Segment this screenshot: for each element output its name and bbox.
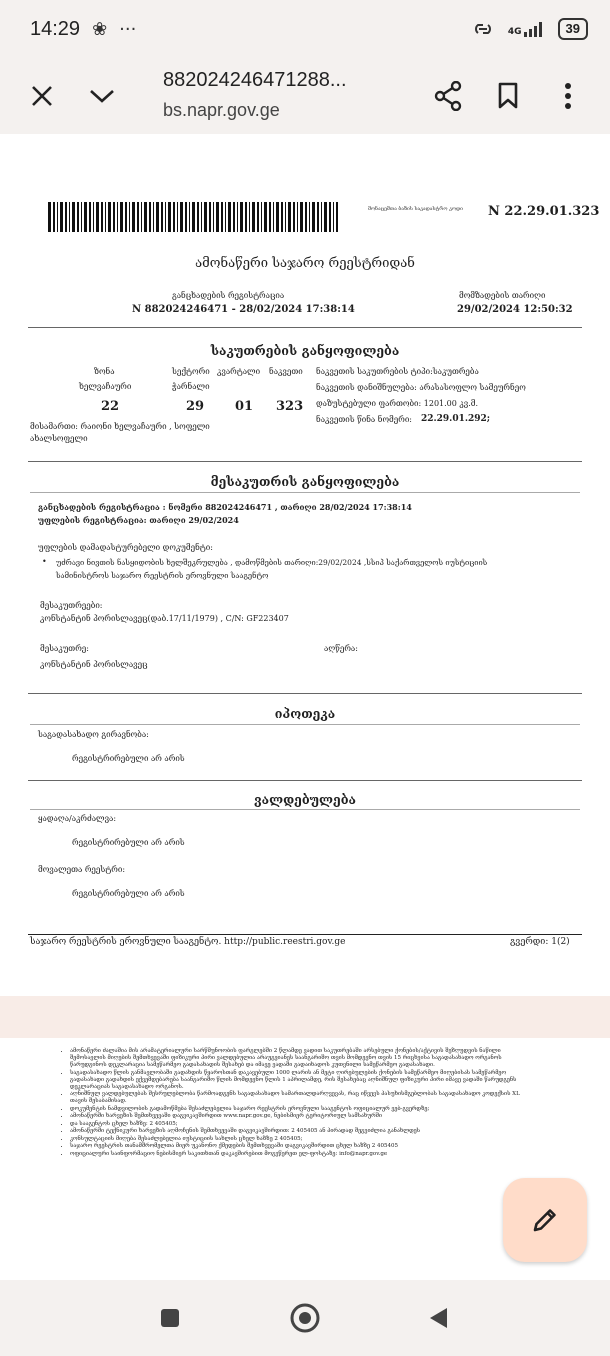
- signal-indicator: [508, 21, 546, 37]
- recents-button[interactable]: [150, 1298, 190, 1338]
- footer-page-number: გვერდი: 1(2): [510, 937, 570, 947]
- more-vert-icon: [564, 82, 572, 110]
- divider: [28, 934, 582, 935]
- note-item: • ამონაწერში ტექნიკური ხარვეზის აღმოჩენის შემთხვევაში დაგვიკავშირდით: 2 405405 ან პირადად შეგვიძლია განახლდეს: [70, 1128, 532, 1135]
- back-button[interactable]: [418, 1298, 458, 1338]
- more-notifications-icon: ···: [119, 18, 137, 40]
- seizure-label: ყადაღა/აკრძალვა:: [38, 814, 117, 823]
- prep-date-label: მომზადების თარიღი: [459, 291, 546, 300]
- share-button[interactable]: [428, 76, 468, 116]
- owner-section-title: მესაკუთრის განყოფილება: [210, 474, 400, 489]
- description-label: აღწერა:: [324, 644, 358, 653]
- document-page-1: [0, 134, 610, 994]
- note-item: • და სააგენტოს ცხელ ხაზზე: 2 405405;: [70, 1121, 532, 1128]
- address-line-1: მისამართი: რაიონი ხელვაჩაური , სოფელი: [30, 422, 210, 431]
- owner-application-line: განცხადების რეგისტრაცია : ნომერი 882024246471 , თარიღი 28/02/2024 17:38:14: [38, 502, 412, 512]
- doc-number: N 22.29.01.323: [488, 204, 600, 219]
- bullet-icon: •: [42, 557, 47, 566]
- parcel-purpose: ნაკვეთის დანიშნულება: არასასოფლო სამეურნეო: [316, 383, 526, 392]
- status-time: 14:29: [30, 17, 81, 40]
- chevron-down-icon: [89, 88, 115, 104]
- edit-pencil-icon: [531, 1206, 559, 1234]
- sector-label: სექტორი: [172, 367, 210, 376]
- note-item: • ამონაწერში ხარვეზის შემთხვევაში დაგვიკავშირდით www.napr.gov.ge, ნებისმიერ ტერიტორიულ სამსახურში: [70, 1113, 532, 1120]
- page-separator: [0, 996, 610, 1038]
- owners-value: კონსტანტინ პორისლავეც(დაბ.17/11/1979) , C/N: GF223407: [40, 614, 289, 623]
- doc-ref-small: მონაცემთა ბაზის საკადასტრო კოდი: [368, 206, 463, 212]
- parcel-type: ნაკვეთის საკუთრების ტიპი:საკუთრება: [316, 367, 479, 376]
- home-button[interactable]: [285, 1298, 325, 1338]
- debtor-registry-label: მოვალეთა რეესტრი:: [38, 865, 126, 874]
- seizure-status: რეგისტრირებული არ არის: [72, 838, 185, 847]
- share-icon: [434, 81, 462, 111]
- prep-date-value: 29/02/2024 12:50:32: [457, 304, 573, 315]
- barcode-image: [48, 202, 338, 232]
- close-icon: [30, 84, 54, 108]
- sector-number: 29: [186, 399, 205, 414]
- basis-document-label: უფლების დამადასტურებელი დოკუმენტი:: [38, 543, 213, 552]
- basis-line-2: სამინისტროს საჯარო რეესტრის ეროვნული სააგენტო: [56, 571, 269, 580]
- browser-toolbar: [0, 58, 610, 134]
- link-icon: [470, 20, 496, 38]
- prev-number-value: 22.29.01.292;: [421, 414, 491, 424]
- footer-agency-link[interactable]: საჯარო რეესტრის ეროვნული სააგენტო. http://public.reestri.gov.ge: [30, 937, 346, 947]
- right-registration-line: უფლების რეგისტრაცია: თარიღი 29/02/2024: [38, 515, 239, 525]
- prev-number-label: ნაკვეთის წინა ნომერი:: [316, 415, 412, 424]
- divider: [28, 461, 582, 462]
- application-value: N 882024246471 - 28/02/2024 17:38:14: [132, 304, 355, 315]
- back-triangle-icon: [427, 1306, 449, 1330]
- page-title: 882024246471288...: [163, 69, 347, 91]
- property-section-title: საკუთრების განყოფილება: [210, 343, 400, 358]
- document-heading: ამონაწერი საჯარო რეესტრიდან: [195, 256, 415, 271]
- owner-value: კონსტანტინ პორისლავეც: [40, 660, 148, 669]
- quarter-label: კვარტალი: [217, 367, 261, 376]
- note-item: • საჯარო რეესტრის თანამშრომელთა მიერ უკანონო ქმედების შემთხვევაში დაგვიკავშირდით ცხელ ხაზზე 2 405405: [70, 1143, 532, 1150]
- zone-name: ხელვაჩაური: [79, 382, 132, 391]
- battery-indicator: 39: [558, 18, 588, 40]
- debtor-registry-status: რეგისტრირებული არ არის: [72, 889, 185, 898]
- status-bar: [0, 0, 610, 58]
- address-line-2: ახალსოფელი: [30, 434, 88, 443]
- quarter-number: 01: [235, 399, 254, 414]
- divider: [28, 780, 582, 781]
- note-item: • აღნიშნულ ვალდებულებას შესრულებლობა წარმოადგენს საგადასახადო სამართალდარღვევას, რაც იწვევს პასუხისმგებლობას საგადასახადო კოდექსის XL თავის შესაბამისად.: [70, 1091, 532, 1105]
- declared-area: დაზუსტებული ფართობი: 1201.00 კვ.მ.: [316, 399, 478, 408]
- edit-fab[interactable]: [503, 1178, 587, 1262]
- owners-label: მესაკუთრეები:: [40, 601, 103, 610]
- system-nav-bar: [0, 1280, 610, 1356]
- close-button[interactable]: [22, 76, 62, 116]
- signal-bars-icon: [524, 21, 546, 37]
- owner-label: მესაკუთრე:: [40, 644, 89, 653]
- basis-line-1: უძრავი ნივთის ნასყიდობის ხელშეკრულება , დამოწმების თარიღი:29/02/2024 ,სსიპ საქართველოს იუსტიციის: [56, 558, 488, 567]
- home-circle-icon: [289, 1302, 321, 1334]
- collapse-button[interactable]: [82, 76, 122, 116]
- divider: [30, 809, 580, 810]
- divider: [30, 724, 580, 725]
- note-item: • ოფიციალური საინფორმაციო ნებისმიერ საკითხთან დაკავშირებით მოგვწერეთ ელ-ფოსტაზე: info@napr.gov.ge: [70, 1151, 532, 1158]
- bookmark-icon: [497, 82, 519, 110]
- divider: [28, 693, 582, 694]
- mortgage-title: იპოთეკა: [274, 706, 336, 721]
- network-type: 4G: [507, 27, 522, 37]
- zone-label: ზონა: [94, 367, 115, 376]
- note-item: • დოკუმენტის ნამდვილობის გადამოწმება შესაძლებელია საჯარო რეესტრის ეროვნული სააგენტოს ოფიციალურ ვებ-გვერდზე;: [70, 1106, 532, 1113]
- divider: [28, 327, 582, 328]
- notes-list: [62, 1048, 532, 1158]
- more-menu-button[interactable]: [548, 76, 588, 116]
- note-item: • ამონაწერი ძალაშია მის არამატერიალური სარწმუნოობის ფარგლებში 2 წლამდე ვადით საკუთრებაში არსებული ქონების/აქტივის შეზღუდვის ნაწილი შემოსავლის მიღების შემთხვევაში ფიზიკური პირი ვალდებულია არაუგვიანეს საანგარიშო თვის მომდევნო თვის 15 რიცხვისა საგადასახადო ორგანოს წარუდგინოს დეკლარაცია სამეწარმეო გადასახადის შესახებ და იმავე ვადაში გადაიხადოს კუთვნილი სამეწარმეო გადასახადი.: [70, 1048, 532, 1069]
- note-item: • საგადასახადო წლის განმავლობაში გადახდის წყაროსთან დაკავებული 1000 ლარის ან მეტი ღირებულების ქონების სამეწარმეო მიღებისას სამეწარმეო გადასახადი გადახდის ექვემდებარება საანგარიშო წლის მომდევნო წლის 1 აპრილამდე, რის შესახებაც აღნიშნულ ფიზიკური პირი იმავე ვადაში წარუდგენს დეკლარაციას საგადასახადო ორგანოს.: [70, 1070, 532, 1091]
- document-viewer[interactable]: [0, 134, 610, 1280]
- divider: [30, 492, 580, 493]
- square-icon: [160, 1308, 180, 1328]
- application-label: განცხადების რეგისტრაცია: [172, 291, 285, 300]
- debt-title: ვალდებულება: [254, 792, 356, 807]
- sector-name: ჭარნალი: [172, 382, 210, 391]
- notification-icon: ❀: [92, 18, 108, 40]
- zone-number: 22: [101, 399, 120, 414]
- bookmark-button[interactable]: [488, 76, 528, 116]
- mortgage-status: რეგისტრირებული არ არის: [72, 754, 185, 763]
- subject-label: საგადასახადო გირავნობა:: [38, 730, 149, 739]
- parcel-number: 323: [276, 399, 304, 414]
- note-item: • კონსულტაციის მიღება შესაძლებელია იუსტიციის სახლის ცხელ ხაზზე 2 405405;: [70, 1136, 532, 1143]
- parcel-label: ნაკვეთი: [269, 367, 303, 376]
- page-url[interactable]: bs.napr.gov.ge: [163, 100, 280, 120]
